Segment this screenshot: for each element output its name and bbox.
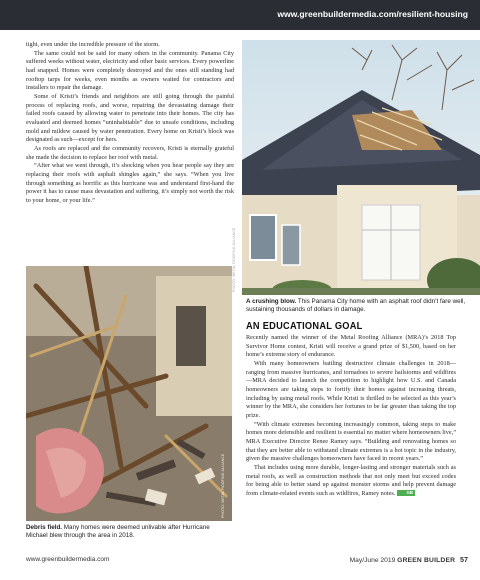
page-number: 57 xyxy=(460,555,468,564)
paragraph: With many homeowners battling destructive climate challenges in 2018—ranging from massive hurricanes, and tornadoes to severe hailstorms and wildfires—MRA decided to launch the competition to highlight how U.S. and Canada homeowners are taking steps to fortify their homes against increasing threats, including by using metal roofs. While Kristi is thrilled to be selected as this year’s winner by the MRA, she considers her fortunes to be far greater than taking the top prize. xyxy=(246,359,456,419)
magazine-name: GREEN BUILDER xyxy=(397,557,456,564)
footer-folio xyxy=(350,555,468,564)
left-column xyxy=(26,41,234,205)
header-url[interactable]: www.greenbuildermedia.com/resilient-housing xyxy=(277,9,468,19)
right-column xyxy=(246,334,456,498)
paragraph: As roofs are replaced and the community recovers, Kristi is eternally grateful she made the decision to replace her roof with metal. xyxy=(26,144,234,161)
paragraph: “After what we went through, it’s shocking when you hear people say they are replacing their roofs with asphalt shingles again,” she says. “When you live through something as horrific as this hurricane was and understand first-hand the power it has to cause mass devastation and suffering, it’s simply not worth the risk to your home, or your life.” xyxy=(26,162,234,204)
caption-lead: A crushing blow. xyxy=(246,298,297,305)
photo-credit: PHOTO: METAL ROOFING ALLIANCE xyxy=(232,227,236,292)
debris-field-photo xyxy=(26,266,232,521)
paragraph: “With climate extremes becoming increasingly common, taking steps to make homes more defensible and resilient is essential no matter where homeowners live,” MRA Executive Director Renee Ramey says. “Building and renovating homes so that they are better able to withstand climate extremes is a hot topic in the industry, given the massive challenges homeowners have faced in recent years.” xyxy=(246,420,457,463)
header-bar xyxy=(0,0,480,30)
paragraph-text: That includes using more durable, longer-lasting and stronger materials such as metal roofs, as well as construction methods that not only meet but exceed codes for being able to better stand up against monster storms and help prevent damage from climate-related events such as wildfires, Ramey notes. xyxy=(246,463,456,497)
paragraph: Recently named the winner of the Metal Roofing Alliance (MRA)’s 2018 Top Survivor Home contest, Kristi will receive a grand prize of $1,500, based on her home’s extreme story of endurance. xyxy=(246,334,456,359)
end-mark: GB xyxy=(397,490,415,496)
caption-text: This Panama City home with an asphalt roof didn’t fare well, sustaining thousands of dollars in damage. xyxy=(246,298,466,314)
paragraph: Some of Kristi’s friends and neighbors are still going through the painful process of replacing roofs, and worse, repairing the devastating damage their failed roofs caused by allowing water to penetrate into their homes. The city has evaluated and deemed homes “uninhabitable” due to unsafe conditions, including mold and mildew caused by water penetration. Every home on Kristi’s block was designated as such—except for hers. xyxy=(26,92,234,144)
issue-date: May/June 2019 xyxy=(349,557,396,564)
section-heading: AN EDUCATIONAL GOAL xyxy=(246,320,363,332)
caption-text: Many homes were deemed unlivable after Hurricane Michael blew through the area in 2018. xyxy=(26,524,210,540)
caption-lead: Debris field. xyxy=(26,524,63,531)
debris-photo-caption xyxy=(26,524,231,541)
paragraph: The same could not be said for many others in the community. Panama City suffered weeks without water, electricity and other basic services. Every powerline had snapped. Homes were completely destroyed and the ones still standing had rooftop tarps for weeks, even months as owners waited for contractors and installers to repair the damage. xyxy=(26,49,234,92)
footer-url[interactable]: www.greenbuildermedia.com xyxy=(26,556,110,563)
damaged-house-photo xyxy=(242,40,480,295)
paragraph: tight, even under the incredible pressure of the storm. xyxy=(26,41,160,48)
house-photo-caption xyxy=(246,298,471,315)
photo-credit: PHOTO: METAL ROOFING ALLIANCE xyxy=(221,453,225,518)
paragraph xyxy=(246,464,456,499)
